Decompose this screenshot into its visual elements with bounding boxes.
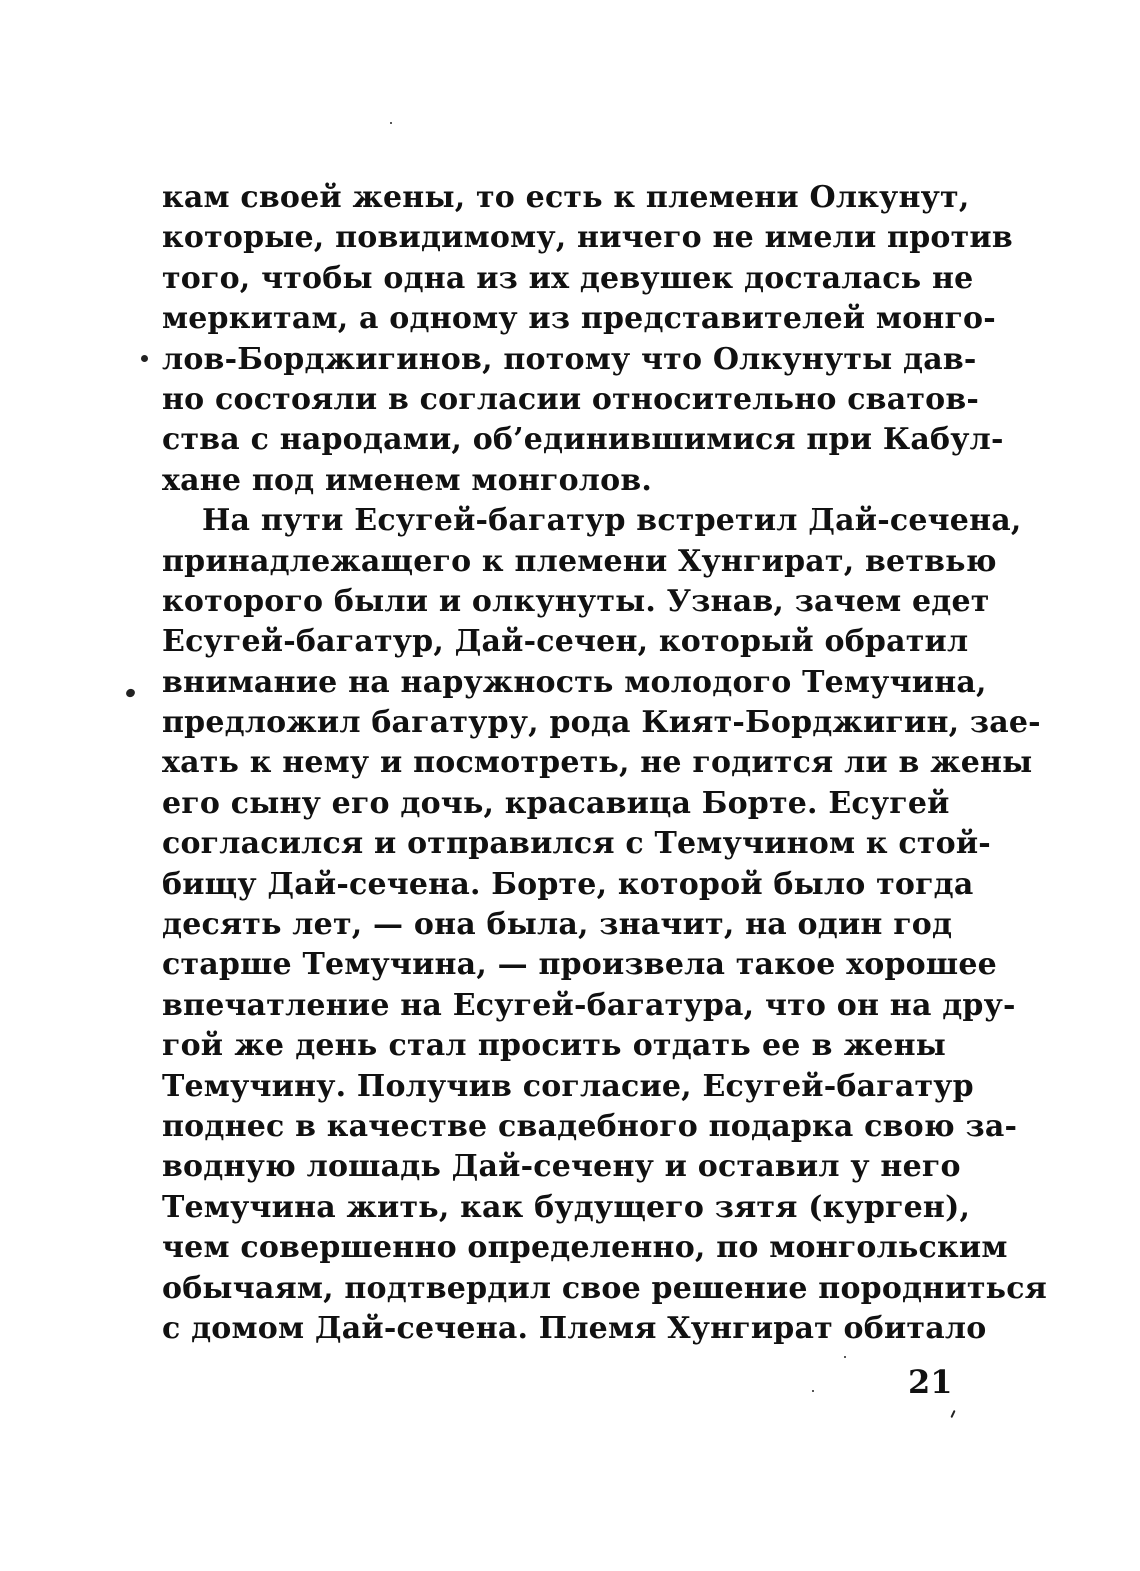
text-line: его сыну его дочь, красавица Борте. Есугей xyxy=(162,785,950,821)
text-line: водную лошадь Дай-сечену и оставил у него xyxy=(162,1149,961,1185)
text-line: чем совершенно определенно, по монгольским xyxy=(162,1230,1008,1266)
text-line: десять лет, — она была, значит, на один год xyxy=(162,907,953,943)
text-line: Темучина жить, как будущего зятя (курген), xyxy=(162,1189,971,1225)
text-line: лов-Борджигинов, потому что Олкунуты дав- xyxy=(162,341,977,377)
text-line: которые, повидимому, ничего не имели против xyxy=(162,220,1013,256)
page-number: 21 xyxy=(908,1363,953,1401)
scan-speck xyxy=(950,1410,955,1418)
text-line: обычаям, подтвердил свое решение породниться xyxy=(162,1270,1048,1306)
text-line: старше Темучина, — произвела такое хорошее xyxy=(162,947,997,983)
text-line: которого были и олкунуты. Узнав, зачем едет xyxy=(162,583,990,619)
text-line: гой же день стал просить отдать ее в жены xyxy=(162,1028,946,1064)
text-line: поднес в качестве свадебного подарка свою за- xyxy=(162,1108,1018,1144)
text-line: с домом Дай-сечена. Племя Хунгират обитало xyxy=(162,1310,987,1346)
body-text xyxy=(162,178,1048,1349)
text-line: но состояли в согласии относительно сватов- xyxy=(162,381,980,417)
scan-speck xyxy=(125,687,137,698)
scan-speck xyxy=(390,122,392,124)
scan-speck xyxy=(844,1356,846,1358)
text-line: впечатление на Есугей-багатура, что он на дру- xyxy=(162,987,1016,1023)
text-line: ства с народами, об’единившимися при Кабул- xyxy=(162,422,1004,458)
text-line: принадлежащего к племени Хунгират, ветвью xyxy=(162,543,997,579)
text-line: бищу Дай-сечена. Борте, которой было тогда xyxy=(162,866,974,902)
text-line: кам своей жены, то есть к племени Олкунут, xyxy=(162,180,970,215)
paragraph-start-line: На пути Есугей-багатур встретил Дай-сечена, xyxy=(202,503,1022,539)
text-line: внимание на наружность молодого Темучина, xyxy=(162,664,987,700)
text-line: предложил багатуру, рода Кият-Борджигин, зае- xyxy=(162,705,1041,741)
scan-speck xyxy=(812,1390,814,1392)
text-line: Темучину. Получив согласие, Есугей-багатур xyxy=(162,1068,974,1104)
scan-speck xyxy=(141,355,148,362)
text-line: хане под именем монголов. xyxy=(162,462,653,498)
text-line: согласился и отправился с Темучином к стой- xyxy=(162,826,991,862)
text-line: меркитам, а одному из представителей монго- xyxy=(162,301,996,337)
text-line: Есугей-багатур, Дай-сечен, который обратил xyxy=(162,624,969,660)
text-line: того, чтобы одна из их девушек досталась не xyxy=(162,260,974,296)
text-line: хать к нему и посмотреть, не годится ли в жены xyxy=(162,745,1033,781)
